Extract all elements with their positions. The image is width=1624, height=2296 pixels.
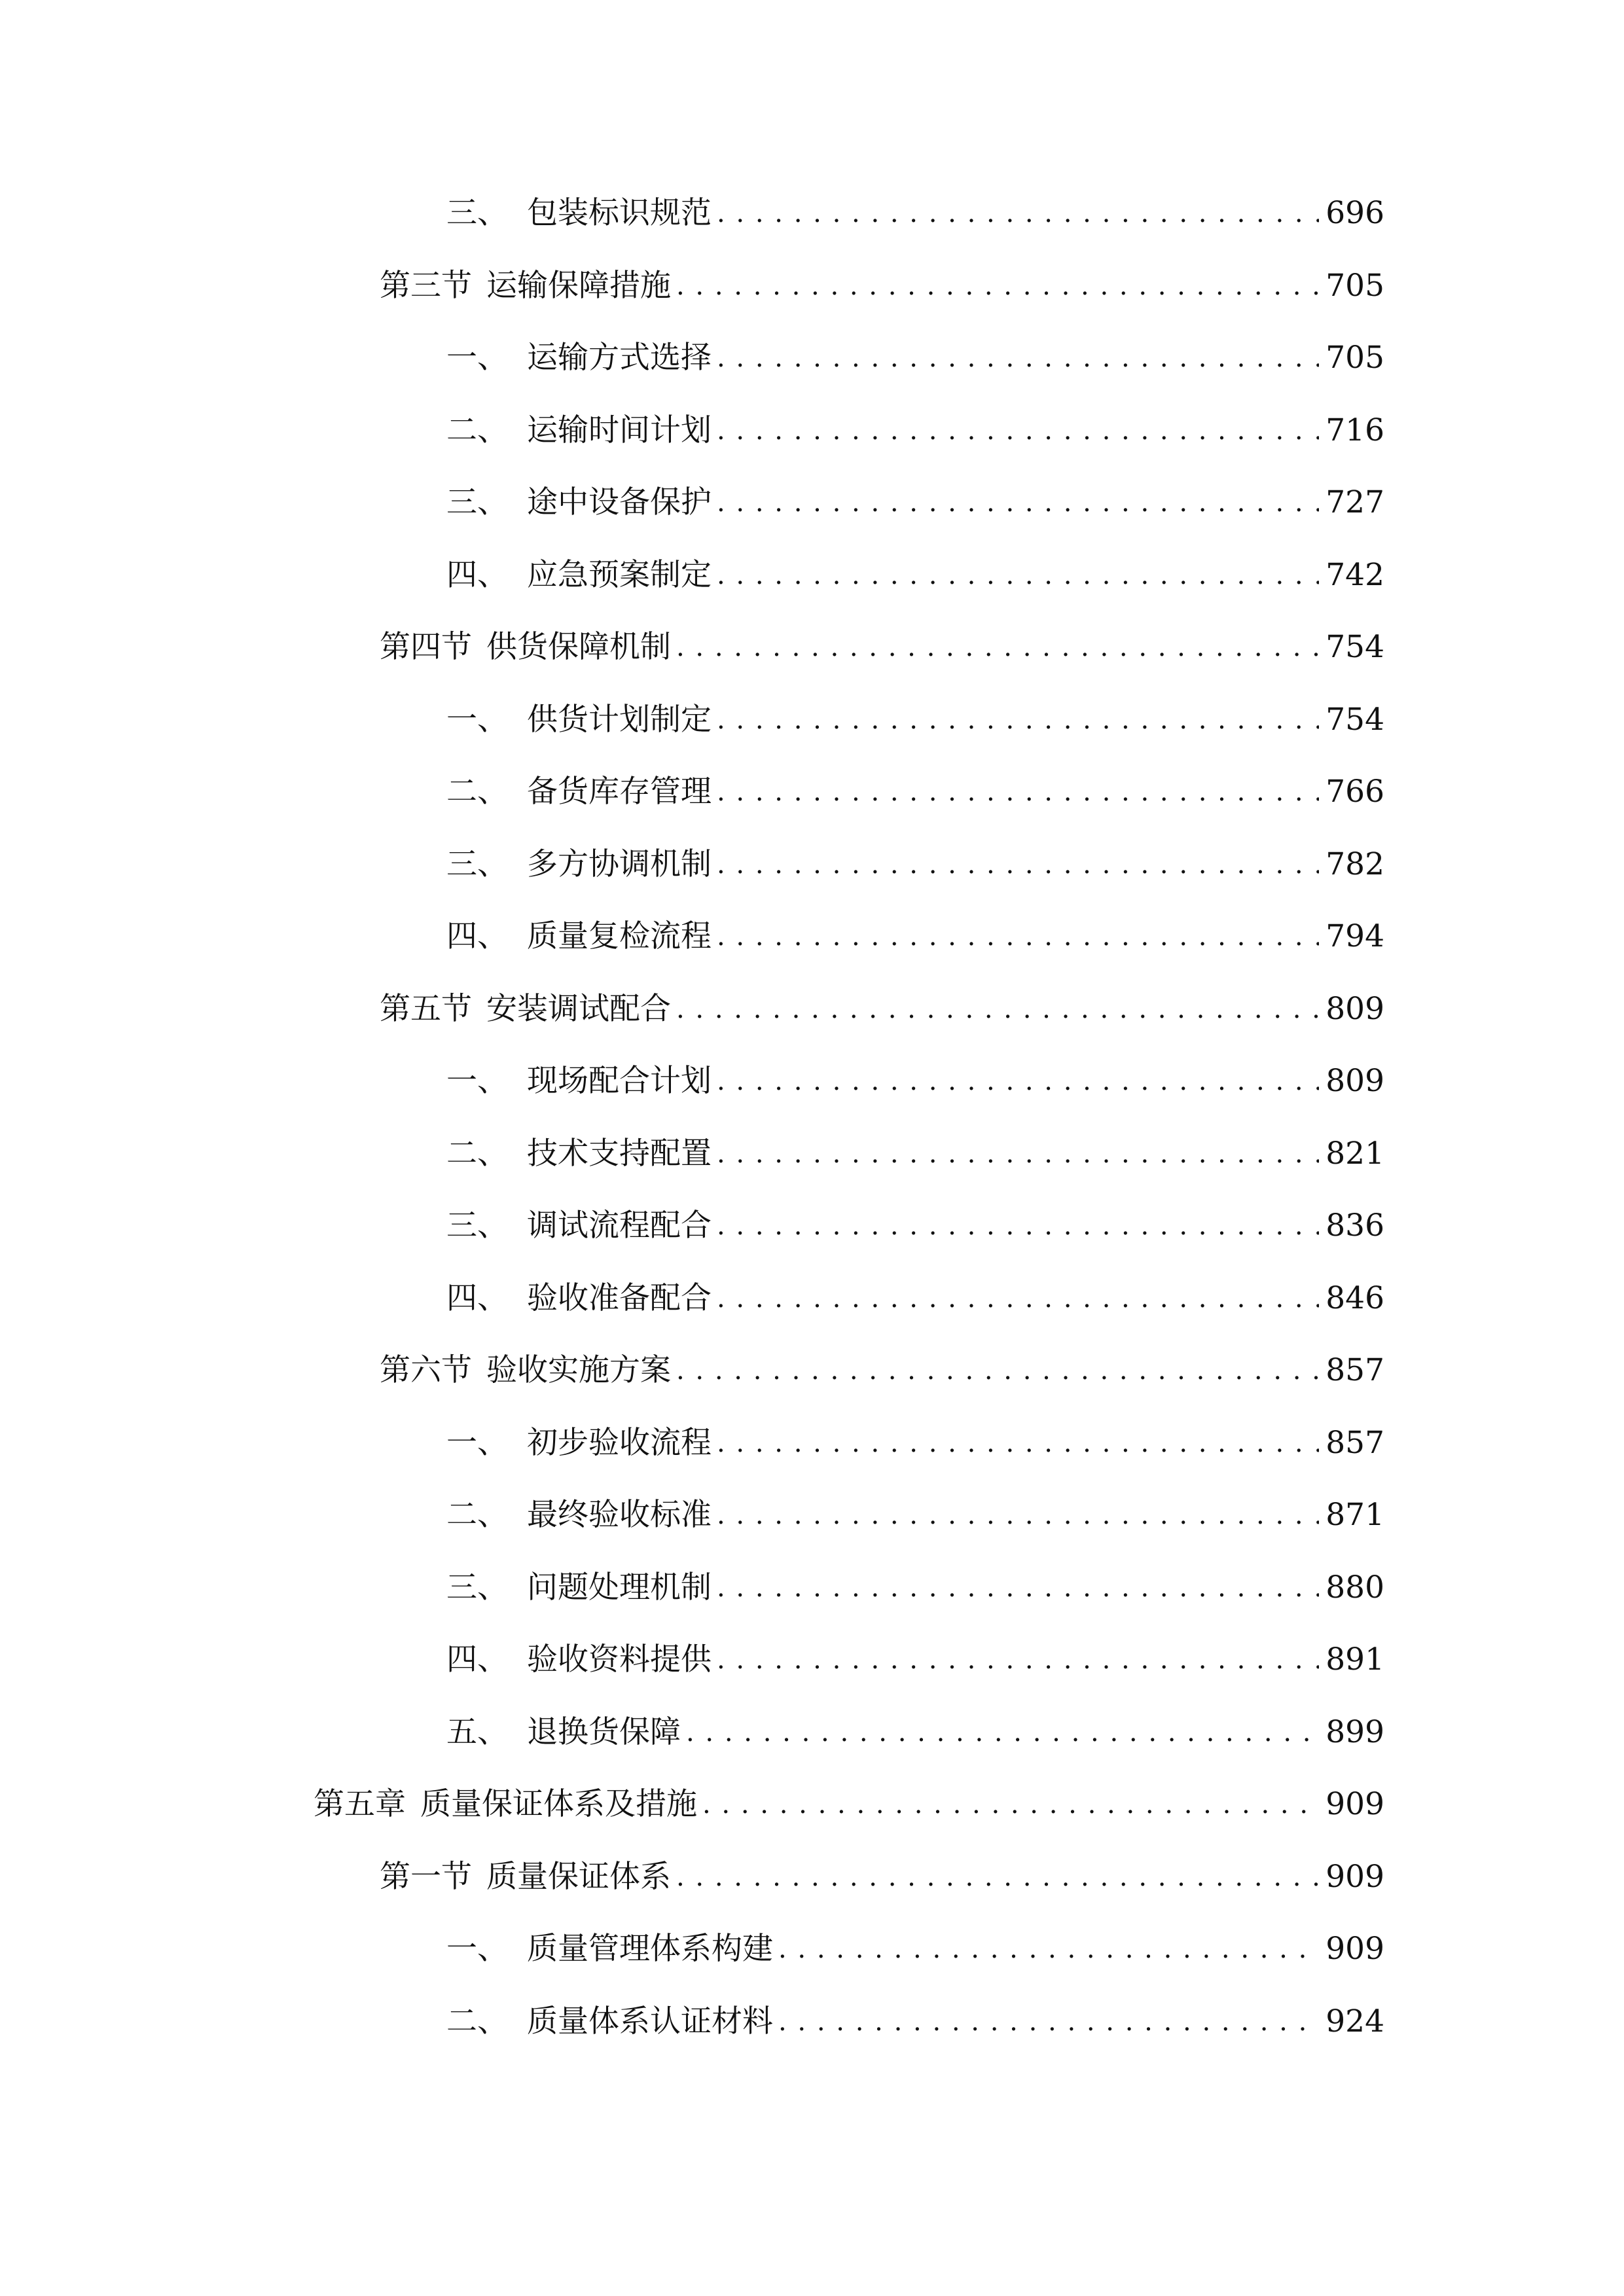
toc-entry-page: 754 <box>1326 629 1384 665</box>
toc-entry-number: 一、 <box>446 701 508 738</box>
toc-entry[interactable] <box>446 1062 1384 1101</box>
dot-leader <box>717 556 1319 595</box>
toc-entry-title: 多方协调机制 <box>527 846 712 882</box>
toc-entry-page: 809 <box>1326 1063 1384 1099</box>
toc-entry-number: 一、 <box>446 340 508 376</box>
toc-entry-number: 三、 <box>446 484 508 520</box>
toc-entry-number: 第四节 <box>380 629 472 665</box>
toc-entry[interactable] <box>446 411 1384 450</box>
dot-leader <box>717 1568 1319 1607</box>
toc-entry[interactable] <box>446 2002 1384 2041</box>
toc-entry-title: 初步验收流程 <box>527 1424 712 1461</box>
toc-entry-title: 调试流程配合 <box>527 1208 712 1244</box>
dot-leader <box>717 1062 1319 1101</box>
toc-entry-title: 运输方式选择 <box>527 340 712 376</box>
toc-entry[interactable] <box>446 917 1384 956</box>
toc-entry-number: 二、 <box>446 1497 508 1533</box>
dot-leader <box>717 845 1319 884</box>
toc-entry-number: 一、 <box>446 1063 508 1099</box>
toc-entry-number: 第三节 <box>380 267 472 304</box>
toc-entry-page: 846 <box>1326 1280 1384 1316</box>
toc-entry-title: 技术支持配置 <box>527 1135 712 1172</box>
toc-entry-title: 包装标识规范 <box>527 195 712 231</box>
toc-entry-title: 应急预案制定 <box>527 556 712 593</box>
toc-entry-page: 899 <box>1326 1713 1384 1750</box>
toc-entry-title: 质量复检流程 <box>527 918 712 954</box>
toc-entry-number: 一、 <box>446 1424 508 1461</box>
toc-entry[interactable] <box>446 338 1384 378</box>
dot-leader <box>717 917 1319 956</box>
toc-entry[interactable] <box>446 1134 1384 1174</box>
toc-entry-title: 途中设备保护 <box>527 484 712 520</box>
toc-entry-page: 705 <box>1326 340 1384 376</box>
dot-leader <box>717 338 1319 378</box>
toc-entry-title: 质量保证体系及措施 <box>420 1786 697 1822</box>
toc-entry-number: 四、 <box>446 1641 508 1677</box>
dot-leader <box>676 990 1319 1029</box>
toc-entry-page: 880 <box>1326 1569 1384 1605</box>
toc-entry[interactable] <box>380 1351 1384 1390</box>
toc-entry-title: 质量体系认证材料 <box>527 2003 773 2039</box>
toc-entry[interactable] <box>380 628 1384 667</box>
toc-entry-page: 809 <box>1326 990 1384 1027</box>
toc-entry-number: 四、 <box>446 1280 508 1316</box>
toc-entry-title: 问题处理机制 <box>527 1569 712 1605</box>
toc-entry[interactable] <box>446 1279 1384 1318</box>
toc-entry-number: 第一节 <box>380 1858 472 1895</box>
toc-entry[interactable] <box>446 1640 1384 1679</box>
toc-entry[interactable] <box>446 772 1384 812</box>
dot-leader <box>717 1206 1319 1246</box>
toc-entry-page: 742 <box>1326 556 1384 593</box>
toc-entry-page: 696 <box>1326 195 1384 231</box>
toc-entry-title: 质量保证体系 <box>486 1858 671 1895</box>
toc-entry[interactable] <box>446 1568 1384 1607</box>
dot-leader <box>717 700 1319 740</box>
toc-entry-page: 857 <box>1326 1424 1384 1461</box>
dot-leader <box>717 483 1319 522</box>
toc-entry-page: 924 <box>1326 2003 1384 2039</box>
toc-entry-page: 716 <box>1326 412 1384 448</box>
toc-entry-number: 五、 <box>446 1713 508 1750</box>
toc-entry-page: 794 <box>1326 918 1384 954</box>
toc-entry-title: 供货保障机制 <box>486 629 671 665</box>
toc-entry-number: 三、 <box>446 1569 508 1605</box>
toc-entry-page: 871 <box>1326 1497 1384 1533</box>
dot-leader <box>686 1713 1319 1752</box>
dot-leader <box>717 1496 1319 1535</box>
toc-entry-number: 一、 <box>446 1931 508 1967</box>
toc-entry-title: 验收准备配合 <box>527 1280 712 1316</box>
toc-entry-number: 三、 <box>446 1208 508 1244</box>
toc-entry-title: 安装调试配合 <box>486 990 671 1027</box>
dot-leader <box>676 1351 1319 1390</box>
toc-entry-number: 二、 <box>446 1135 508 1172</box>
toc-entry[interactable] <box>314 1785 1384 1824</box>
dot-leader <box>717 1640 1319 1679</box>
toc-entry-page: 857 <box>1326 1352 1384 1388</box>
toc-entry-number: 三、 <box>446 846 508 882</box>
toc-entry-title: 供货计划制定 <box>527 701 712 738</box>
toc-entry-title: 验收资料提供 <box>527 1641 712 1677</box>
toc-entry-number: 二、 <box>446 2003 508 2039</box>
toc-entry-number: 四、 <box>446 918 508 954</box>
toc-entry-number: 二、 <box>446 412 508 448</box>
toc-entry[interactable] <box>446 483 1384 522</box>
toc-entry-page: 891 <box>1326 1641 1384 1677</box>
toc-entry[interactable] <box>380 990 1384 1029</box>
toc-entry[interactable] <box>446 700 1384 740</box>
toc-entry[interactable] <box>446 1206 1384 1246</box>
toc-entry-page: 821 <box>1326 1135 1384 1172</box>
toc-entry[interactable] <box>446 1424 1384 1463</box>
toc-entry[interactable] <box>446 1929 1384 1969</box>
toc-entry-number: 第五章 <box>314 1786 406 1822</box>
dot-leader <box>702 1785 1319 1824</box>
dot-leader <box>717 1134 1319 1174</box>
toc-entry[interactable] <box>380 1857 1384 1897</box>
toc-entry[interactable] <box>380 266 1384 306</box>
toc-entry-page: 836 <box>1326 1208 1384 1244</box>
dot-leader <box>676 1857 1319 1897</box>
toc-entry-title: 退换货保障 <box>527 1713 681 1750</box>
toc-entry-page: 782 <box>1326 846 1384 882</box>
dot-leader <box>717 194 1319 233</box>
toc-entry-number: 四、 <box>446 556 508 593</box>
toc-entry-page: 909 <box>1326 1858 1384 1895</box>
toc-entry-title: 最终验收标准 <box>527 1497 712 1533</box>
toc-entry-page: 727 <box>1326 484 1384 520</box>
dot-leader <box>676 628 1319 667</box>
dot-leader <box>717 1279 1319 1318</box>
toc-entry[interactable] <box>446 1713 1384 1752</box>
toc-entry-page: 754 <box>1326 701 1384 738</box>
toc-entry-title: 备货库存管理 <box>527 774 712 810</box>
toc-entry-number: 第六节 <box>380 1352 472 1388</box>
toc-entry-title: 验收实施方案 <box>486 1352 671 1388</box>
toc-entry[interactable] <box>446 556 1384 595</box>
toc-entry-page: 909 <box>1326 1786 1384 1822</box>
toc-entry-number: 二、 <box>446 774 508 810</box>
dot-leader <box>717 411 1319 450</box>
toc-entry-title: 现场配合计划 <box>527 1063 712 1099</box>
dot-leader <box>717 1424 1319 1463</box>
toc-entry-title: 运输时间计划 <box>527 412 712 448</box>
toc-entry-number: 第五节 <box>380 990 472 1027</box>
dot-leader <box>676 266 1319 306</box>
toc-entry[interactable] <box>446 845 1384 884</box>
toc-entry-page: 766 <box>1326 774 1384 810</box>
toc-entry-title: 运输保障措施 <box>486 267 671 304</box>
dot-leader <box>778 2002 1319 2041</box>
toc-entry[interactable] <box>446 194 1384 233</box>
toc-entry-title: 质量管理体系构建 <box>527 1931 773 1967</box>
toc-entry[interactable] <box>446 1496 1384 1535</box>
toc-entry-page: 909 <box>1326 1931 1384 1967</box>
toc-entry-page: 705 <box>1326 267 1384 304</box>
dot-leader <box>778 1929 1319 1969</box>
toc-entry-number: 三、 <box>446 195 508 231</box>
dot-leader <box>717 772 1319 812</box>
